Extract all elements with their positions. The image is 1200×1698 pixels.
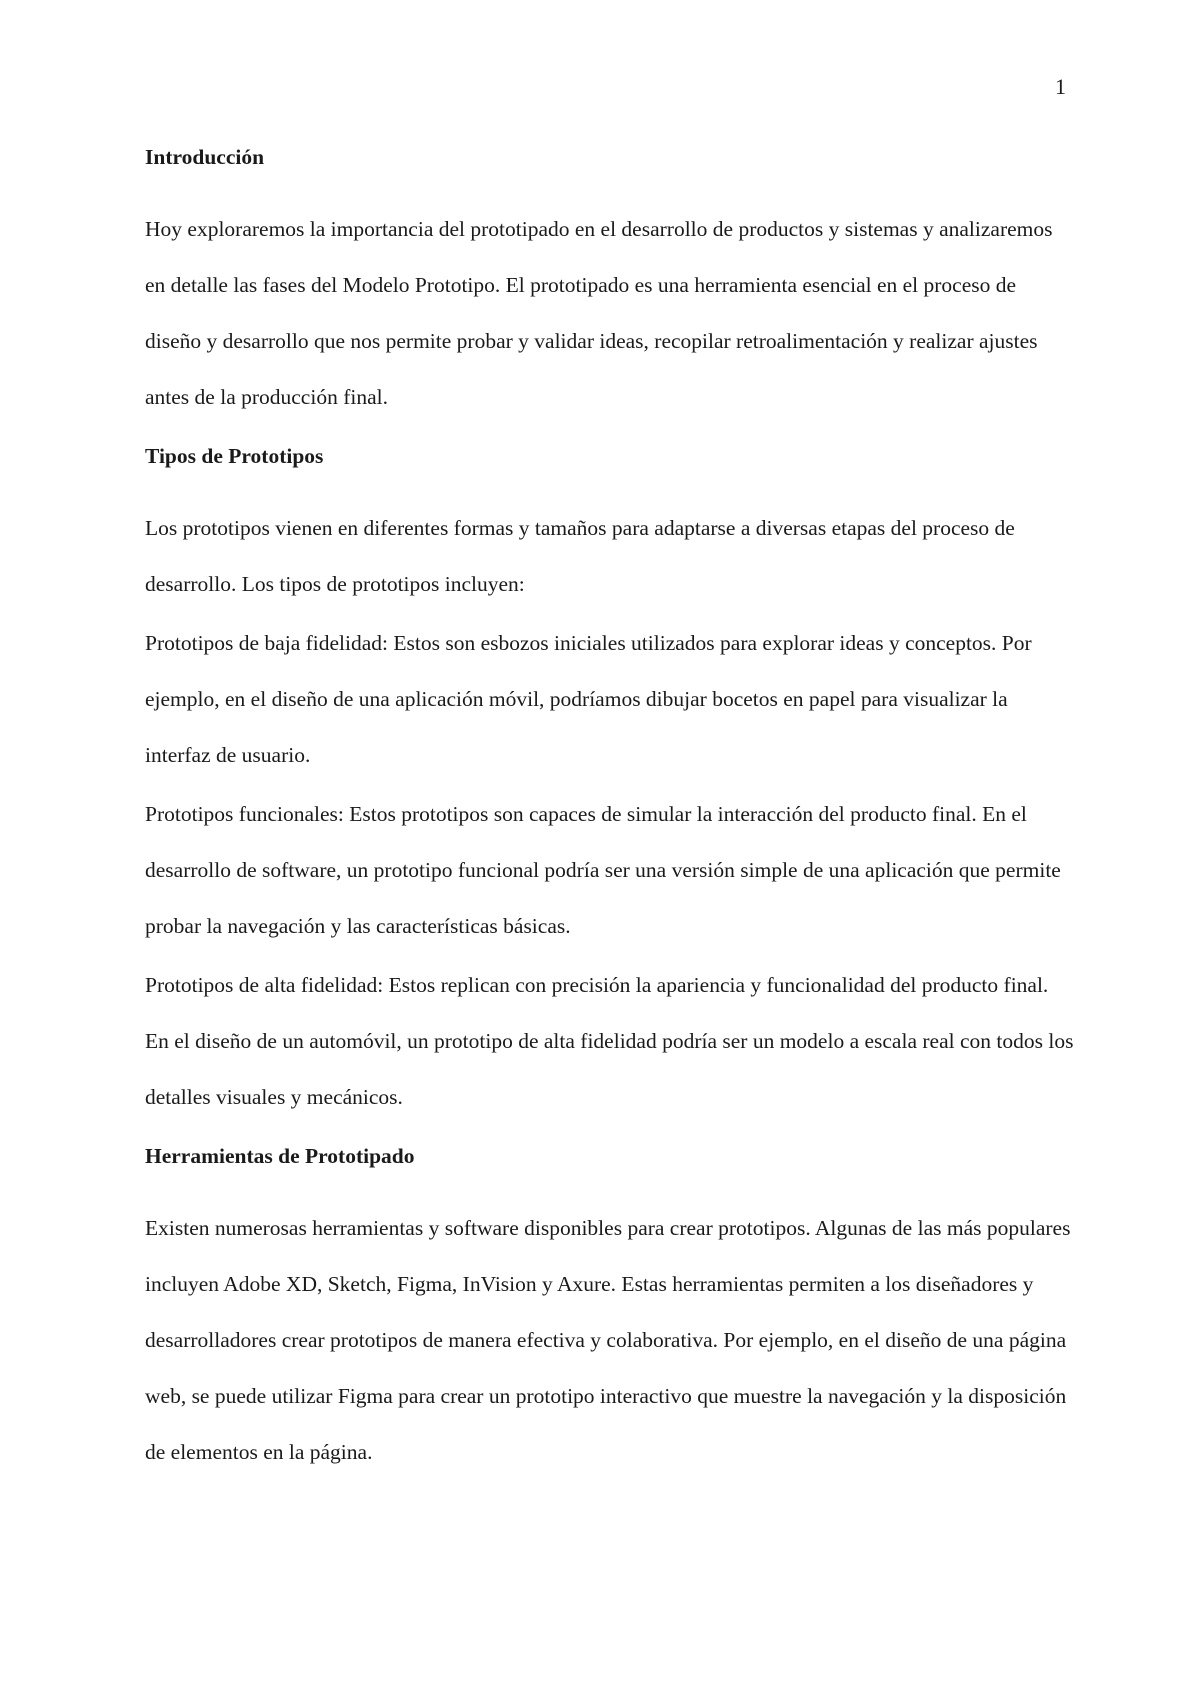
section-heading-herramientas: Herramientas de Prototipado	[145, 1144, 415, 1168]
paragraph: Los prototipos vienen en diferentes formas y tamaños para adaptarse a diversas etapas del proceso de desarrollo. Los tipos de prototipos incluyen:	[145, 516, 1015, 596]
paragraph: Prototipos de baja fidelidad: Estos son esbozos iniciales utilizados para explorar ideas y conceptos. Por ejemplo, en el diseño de una aplicación móvil, podríamos dibujar bocetos en papel para visualizar la interfaz de usuario.	[145, 631, 1032, 767]
section-heading-introduccion: Introducción	[145, 145, 265, 169]
paragraph: Prototipos de alta fidelidad: Estos replican con precisión la apariencia y funcionalidad del producto final. En el diseño de un automóvil, un prototipo de alta fidelidad podría ser un modelo a escala real con todos los detalles visuales y mecánicos.	[145, 973, 1074, 1109]
document-body	[145, 142, 1075, 1496]
paragraph: Hoy exploraremos la importancia del prototipado en el desarrollo de productos y sistemas y analizaremos en detalle las fases del Modelo Prototipo. El prototipado es una herramienta esencial en el proceso de diseño y desarrollo que nos permite probar y validar ideas, recopilar retroalimentación y realizar ajustes antes de la producción final.	[145, 217, 1053, 409]
paragraph: Prototipos funcionales: Estos prototipos son capaces de simular la interacción del producto final. En el desarrollo de software, un prototipo funcional podría ser una versión simple de una aplicación que permite probar la navegación y las características básicas.	[145, 802, 1061, 938]
page-number: 1	[1055, 74, 1066, 99]
paragraph: Existen numerosas herramientas y software disponibles para crear prototipos. Algunas de las más populares incluyen Adobe XD, Sketch, Figma, InVision y Axure. Estas herramientas permiten a los diseñadores y desarrolladores crear prototipos de manera efectiva y colaborativa. Por ejemplo, en el diseño de una página web, se puede utilizar Figma para crear un prototipo interactivo que muestre la navegación y la disposición de elementos en la página.	[145, 1216, 1071, 1464]
section-heading-tipos-de-prototipos: Tipos de Prototipos	[145, 444, 324, 468]
